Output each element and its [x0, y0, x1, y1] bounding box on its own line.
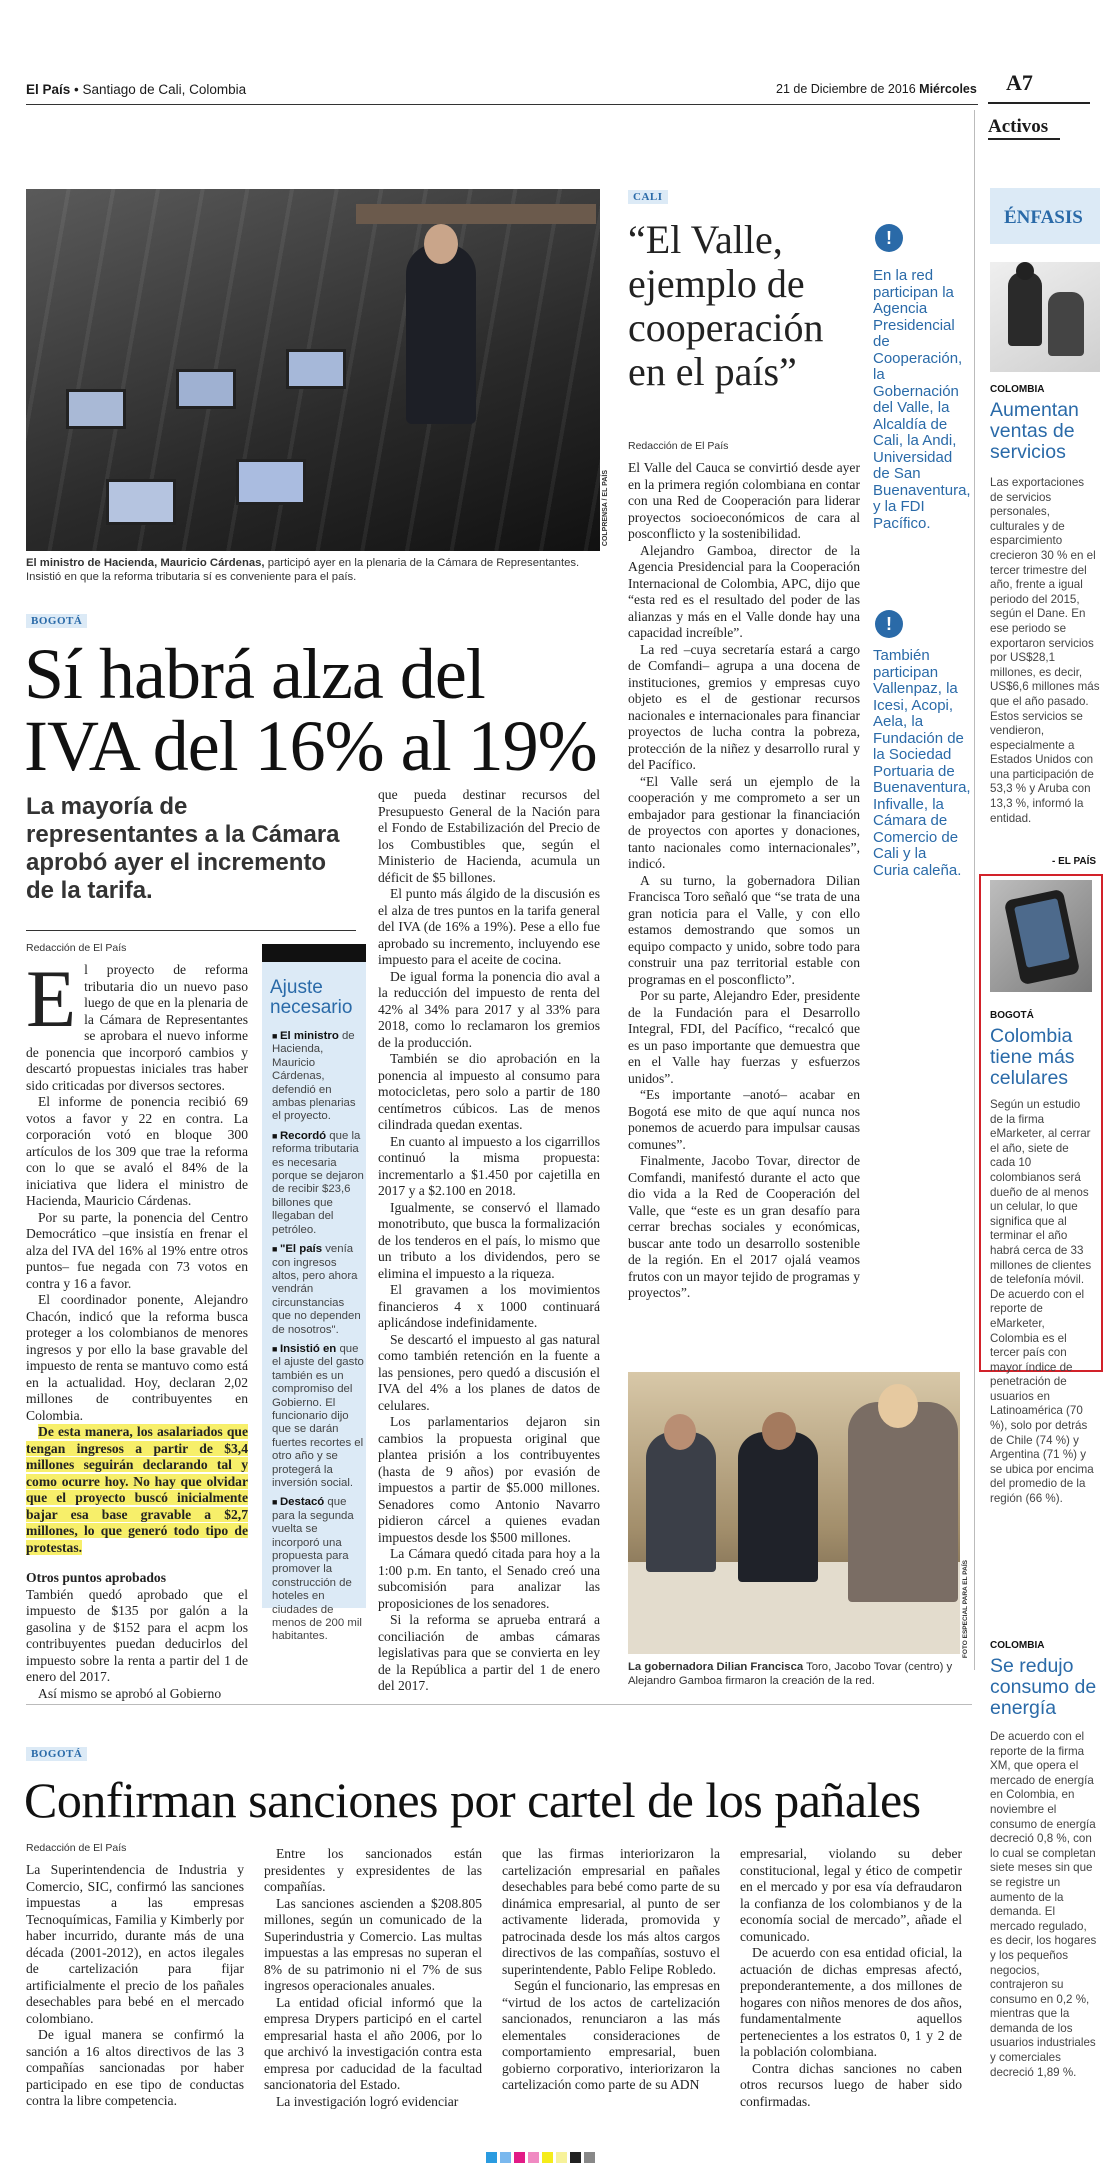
enfasis-title: ÉNFASIS [1004, 207, 1083, 228]
panales-col-3: que las firmas interiorizaron la cartelización empresarial en pañales desechables para bebé como parte de su dinámica empresarial, al punto de ser activamente liderada, promovida y patrocinada desde los más altos cargos directivos de las compañías, sostuvo el superintendente, Pablo Felipe Robledo. Según el funcionario, las empresas en “virtud de los actos de cartelización sancionados, renunciaron a las más elementales consideraciones de comportamiento empresarial, buen gobierno corporativo, interiorizaron la cartelización como parte de su ADN [502, 1846, 720, 2092]
photo-caption: El ministro de Hacienda, Mauricio Cárdenas, participó ayer en la plenaria de la Cámara de Representantes. Insistió en que la reforma tributaria sí es conveniente para el país. [26, 557, 580, 583]
item2-title: Colombia tiene más celulares [990, 1025, 1075, 1089]
photo-credit: COLPRENSA / EL PAÍS [602, 470, 609, 547]
cali-photo [628, 1372, 960, 1654]
highlighted-text: De esta manera, los asalariados que tengan ingresos a partir de $3,4 millones seguirán declarando tal y como ocurre hoy. No hay que olvidar que el proyecto buscó inicialmente bajar esa base gravable a $2,7 millones, lo que generó todo tipo de protestas. [26, 1424, 248, 1555]
kicker-bogota-2: BOGOTÁ [26, 1747, 87, 1761]
tag-colombia: COLOMBIA [990, 384, 1045, 395]
subheadline: La mayoría de representantes a la Cámara aprobó ayer el incremento de la tarifa. [26, 793, 340, 904]
masthead: El País • Santiago de Cali, Colombia [26, 82, 247, 97]
date: 21 de Diciembre de 2016 [776, 82, 916, 96]
cali-photo-caption: La gobernadora Dilian Francisca Toro, Jacobo Tovar (centro) y Alejandro Gamboa firmaron la creación de la red. [628, 1661, 953, 1687]
panales-col-1: La Superintendencia de Industria y Comercio, SIC, confirmó las sanciones impuestas a las empresas Tecnoquímicas, Familia y Kimberly por haber incurrido, durante más de una década (2001-2012), en actos ilegales de cartelización para fijar artificialmente el precio de los pañales desechables para bebé en el mercado colombiano. De igual manera se confirmó la sanción a 16 altos directivos de las 3 compañías sancionadas por haber participado en ese tipo de conductas contra la libre competencia. [26, 1862, 244, 2108]
services-photo [990, 262, 1100, 372]
kicker-bogota: BOGOTÁ [26, 614, 87, 628]
panales-col-2: Entre los sancionados están presidentes y expresidentes de las compañías. Las sanciones ascienden a $208.805 millones, según un comunicado de la Superindustria y Comercio. Las multas impuestas a las empresas no superan el 8% de su patrimonio ni el 7% de sus ingresos operacionales anuales. La entidad oficial informó que la empresa Drypers participó en el cartel empresarial hasta el año 2006, por lo que archivó la investigación contra esta empresa por caducidad de la facultad sancionatoria del Estado. La investigación logró evidenciar [264, 1846, 482, 2109]
article-col-3: que pueda destinar recursos del Presupuesto General de la Nación para el Fondo de Estabilización del Precio de los Combustibles que, según el Ministerio de Hacienda, acumula un déficit de $5 billones. El punto más álgido de la discusión es el alza de tres puntos en la tarifa general del IVA (de 16% a 19%). Pese a ello fue aprobado su incremento, incluyendo ese impuesto para el aceite de cocina. De igual forma la ponencia dio aval a la reducción del impuesto de renta del 42% al 34% para 2017 y al 33% para 2018, como lo reclamaron los gremios de la producción. También se dio aprobación en la ponencia al impuesto al consumo para motocicletas, pero solo a partir de 180 centímetros cúbicos. Las de menos cilindrada quedan exentas. En cuanto al impuesto a los cigarrillos continuó la misma propuesta: incrementarlo a $1.450 por cajetilla en 2017 y a $2.100 en 2018. Igualmente, se conservó el llamado monotributo, que busca la formalización de los tenderos en el país, lo mismo que un tributo a los dividendos, pero se elimina el impuesto a la riqueza. El gravamen a los movimientos financieros 4 x 1000 continuará aplicándose indefinidamente. Se descartó el impuesto al gas natural como también retención en la fuente a las pensiones, pero quedó a discusión el IVA del 4% a los planes de datos de celulares. Los parlamentarios dejaron sin cambios la propuesta original que plantea prisión a los contribuyentes (hasta de 9 años) por evasión de impuestos a partir de $5.000 millones. Senadores como Antonio Navarro pidieron cárcel a quienes evadan impuestos desde los $500 millones. La Cámara quedó citada para hoy a la 1:00 p.m. En tanto, el Senado creó una subcomisión para analizar las proposiciones de los senadores. Si la reforma se aprueba entrará a conciliación de ambas cámaras legislativas para que se convierta en ley de la República a partir del 1 de enero del 2017. [378, 787, 600, 1693]
cali-photo-credit: FOTO ESPECIAL PARA EL PAÍS [962, 1560, 969, 1659]
minister-figure [406, 244, 476, 424]
cali-fact-1: En la red participan la Agencia Presidencial de Cooperación, la Gobernación del Valle, la Alcaldía de Cali, la Andi, Universidad de San Buenaventura, y la FDI Pacífico. [873, 267, 971, 532]
panales-headline: Confirman sanciones por cartel de los pañales [24, 1772, 921, 1828]
location: Santiago de Cali, Colombia [82, 82, 247, 97]
byline: Redacción de El País [26, 942, 127, 954]
item3-body: De acuerdo con el reporte de la firma XM, que opera el mercado de energía en Colombia, en noviembre el consumo de energía decreció 0,8 %, con lo cual se completan siete meses sin que se registre un aumento de la demanda. El mercado regulado, es decir, los hogares y los pequeños negocios, contrajeron su consumo en 0,2 %, mientras que la demanda de los usuarios industriales y comerciales decreció 1,89 %. [990, 1730, 1097, 2079]
date-line [776, 82, 977, 96]
item2-body: Según un estudio de la firma eMarketer, al cerrar el año, siete de cada 10 colombianos será dueño de al menos un celular, lo que significa que al terminar el año habrá cerca de 33 millones de clientes de telefonía móvil. De acuerdo con el reporte de eMarketer, Colombia es el tercer país con mayor índice de penetración de usuarios en Latinoamérica (70 %), solo por detrás de Chile (74 %) y Argentina (71 %) y se ubica por encima del promedio de la región (66 %). [990, 1098, 1094, 1506]
cali-byline: Redacción de El País [628, 440, 729, 452]
print-color-bar [486, 2152, 595, 2163]
paper-name: El País [26, 82, 71, 97]
info-icon: ! [875, 224, 903, 252]
article-col-1: El proyecto de reforma tributaria dio un nuevo paso luego de que en la plenaria de la Cámara de Representantes se aprobara el nuevo informe de ponencia que incorporó cambios y descartó propuestas iniciales tras haber sido criticadas por diversos sectores. El informe de ponencia recibió 69 votos a favor y 22 en contra. La corporación votó en bloque 300 artículos de los 309 que trae la reforma con lo que se avaló el 84% de la iniciativa que lidera el ministro de Hacienda, Mauricio Cárdenas. Por su parte, la ponencia del Centro Democrático –que insistía en frenar el alza del IVA del 16% al 19% entre otros puntos– fue negada con 73 votos en contra y 16 a favor. El coordinador ponente, Alejandro Chacón, indicó que la reforma busca proteger a los colombianos de menores ingresos y por ello la base gravable del impuesto de renta se mantuvo como está en la actualidad. Hoy, declaran 2,02 millones de contribuyentes en Colombia. De esta manera, los asalariados que tengan ingresos a partir de $3,4 millones seguirán declarando tal y como ocurre hoy. No hay que olvidar que el proyecto buscó inicialmente bajar esa base gravable a $2,7 millones, lo que generó todo tipo de protestas. Otros puntos aprobados También quedó aprobado que el impuesto de $135 por galón a la gasolina y de $152 para el acpm los contribuyentes puedan deducirlos del impuesto sobre la renta a partir del 1 de enero del 2017. Así mismo se aprobó al Gobierno [26, 953, 248, 1701]
section-subhead: Otros puntos aprobados [26, 1570, 167, 1585]
item3-title: Se redujo consumo de energía [990, 1655, 1097, 1719]
monitor-shape [66, 389, 126, 429]
panales-byline: Redacción de El País [26, 1842, 127, 1854]
item1-title: Aumentan ventas de servicios [990, 399, 1079, 463]
section-name: Activos [988, 116, 1060, 140]
panales-col-4: empresarial, violando su deber constitucional, legal y ético de competir en el mercado y por esa vía defraudaron la confianza de los colombianos y de la economía social de mercado”, añade el comunicado. De acuerdo con esa entidad oficial, la actuación de dichas empresas afectó, preponderantemente, a dos millones de hogares con niños menores de dos años, fundamentalmente aquellos pertenecientes a los estratos 0, 1 y 2 de la población colombiana. Contra dichas sanciones no caben otros recursos luego de haber sido confirmadas. [740, 1846, 962, 2109]
kicker-cali: CALI [628, 190, 668, 204]
drop-cap: E [26, 953, 77, 1044]
info-icon: ! [875, 610, 903, 638]
phone-photo [990, 880, 1092, 992]
tag-bogota: BOGOTÁ [990, 1010, 1034, 1021]
headline: Sí habrá alza del IVA del 16% al 19% [24, 634, 597, 786]
cali-headline: “El Valle, ejemplo de cooperación en el país” [628, 217, 824, 394]
item1-body: Las exportaciones de servicios personales, culturales y de esparcimiento crecieron 30 % en el tercer trimestre del año, frente a igual periodo del 2015, según el Dane. En ese periodo se exportaron servicios por US$28,1 millones, es decir, US$6,6 millones más que el año pasado. Estos servicios se vendieron, especialmente a Estados Unidos con una participación de 53,3 % y Aruba con 13,3 %, informó la entidad. [990, 476, 1100, 825]
ajuste-title: Ajuste necesario [270, 977, 353, 1018]
tag-colombia-2: COLOMBIA [990, 1640, 1045, 1651]
weekday: Miércoles [919, 82, 977, 96]
ajuste-topbar [262, 944, 366, 962]
main-photo [26, 189, 600, 551]
item1-credit: - EL PAÍS [1052, 856, 1097, 867]
cali-article: El Valle del Cauca se convirtió desde ayer en la primera región colombiana en contar con una Red de Cooperación para liderar proyectos socioeconómicos de cara al posconflicto y la sostenibilidad. Alejandro Gamboa, director de la Agencia Presidencial para la Cooperación Internacional de Colombia, APC, dijo que “esta red es el resultado del poder de las alianzas y más en el Valle donde hay una capacidad increíble”. La red –cuya secretaría estará a cargo de Comfandi– agrupa a una docena de instituciones, gremios y empresas cuyo objeto es el de gestionar recursos nacionales e internacionales para financiar proyectos de lucha contra la pobreza, protección de la niñez y desarrollo rural y del Pacífico. “El Valle será un ejemplo de la cooperación y me comprometo a ser un embajador para gestionar la financiación de proyectos con aportes y donaciones, tanto nacionales como internacionales”, indicó. A su turno, la gobernadora Dilian Francisca Toro señaló que “se trata de una gran noticia para el Valle, y con ello estamos demostrando que somos un equipo compacto y unido, sobre todo para construir una paz territorial estable con programas en el posconflicto”. Por su parte, Alejandro Eder, presidente de la Fundación para el Desarrollo Integral, FDI, del Pacífico, “recalcó que es un paso importante que demuestra que en el Valle hay fuerzas y esfuerzos unidos”. “Es importante –anotó– acabar en Bogotá ese mito de que aquí nunca nos ponemos de acuerdo para impulsar causas comunes”. Finalmente, Jacobo Tovar, director de Comfandi, manifestó durante el acto que dio vida a la Red de Cooperación del Valle, que “este es un gran desafío para cerrar brechas sociales y económicas, buscar ante todo un desarrollo sostenible de la región. En el 2017 ojalá veamos frutos con un mayor tejido de programas y proyectos”. [628, 460, 860, 1300]
page-number: A7 [1006, 70, 1033, 95]
ajuste-list: ■ El ministro de Hacienda, Mauricio Cárdenas, defendió en ambas plenarias el proyecto. ■ Recordó que la reforma tributaria es necesaria porque se dejaron de recibir $23,6 billones que llegaban del petróleo. ■ "El país venía con ingresos altos, pero ahora vendrán circunstancias que no dependen de nosotros". ■ Insistió en que el ajuste del gasto también es un compromiso del Gobierno. El funcionario dijo que se darán fuertes recortes el otro año y se protegerá la inversión social. ■ Destacó que para la segunda vuelta se incorporó una propuesta para promover la construcción de hoteles en ciudades de menos de 200 mil habitantes. [272, 1030, 364, 1650]
cali-fact-2: También participan Vallenpaz, la Icesi, Acopi, Aela, la Fundación de la Sociedad Portuaria de Buenaventura, Infivalle, la Cámara de Comercio de Cali y la Curia caleña. [873, 647, 971, 879]
